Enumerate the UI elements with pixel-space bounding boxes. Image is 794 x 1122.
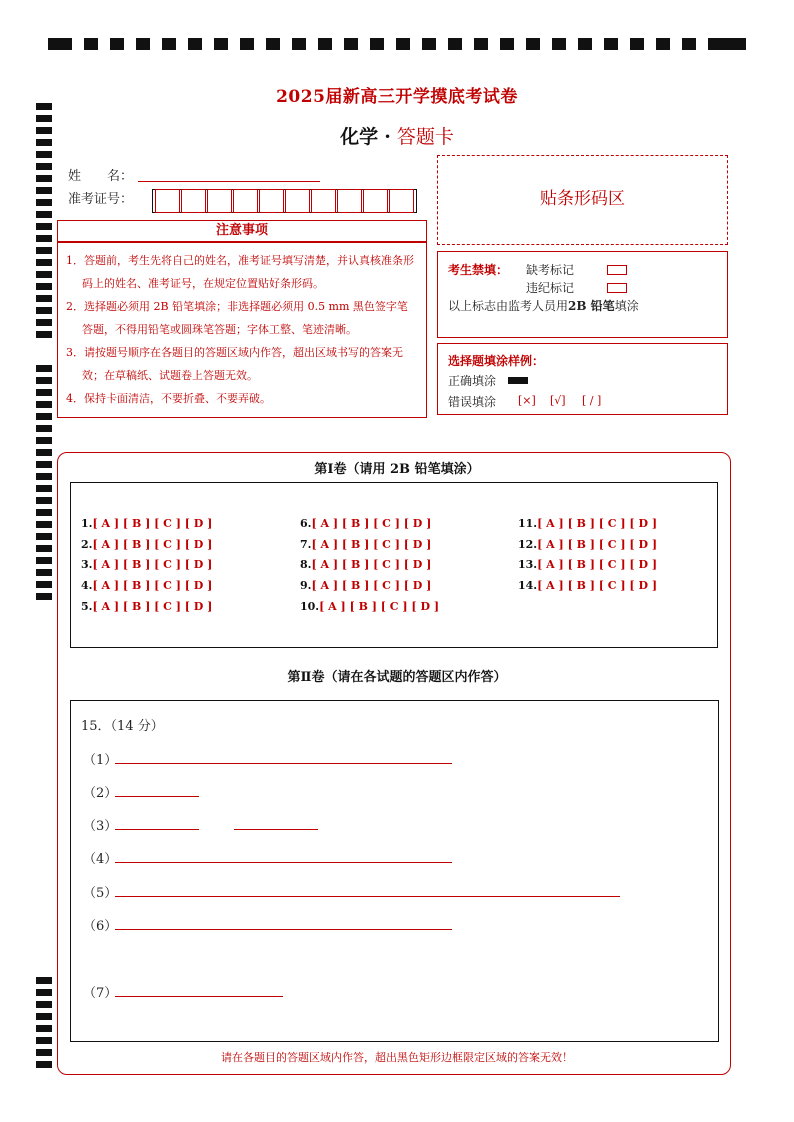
timing-mark [36, 247, 52, 254]
timing-mark [36, 235, 52, 242]
exam-id-digit-box[interactable] [233, 189, 258, 213]
mc-options[interactable]: [ A ] [ B ] [ C ] [ D ] [311, 538, 432, 551]
timing-mark [36, 509, 52, 516]
violation-label: 违纪标记 [526, 281, 575, 295]
title-separator: · [384, 126, 391, 148]
barcode-area[interactable]: 贴条形码区 [437, 155, 728, 245]
answer-line[interactable] [115, 763, 452, 764]
timing-mark [36, 557, 52, 564]
timing-mark [36, 437, 52, 444]
timing-mark [36, 365, 52, 372]
mc-options[interactable]: [ A ] [ B ] [ C ] [ D ] [319, 600, 440, 613]
subpart-label: （2） [83, 786, 118, 801]
exam-title: 2025届新高三开学摸底考试卷 [276, 87, 518, 107]
timing-mark [266, 38, 280, 50]
timing-mark [292, 38, 306, 50]
exam-id-digit-box[interactable] [285, 189, 310, 213]
wrong-mark-slash: [ / ] [582, 394, 602, 407]
timing-mark [552, 38, 566, 50]
timing-mark [526, 38, 540, 50]
name-field[interactable] [138, 181, 320, 182]
forbid-note-prefix: 以上标志由监考人员用 [448, 299, 569, 313]
absent-mark-box[interactable] [607, 265, 627, 275]
mc-options[interactable]: [ A ] [ B ] [ C ] [ D ] [537, 558, 658, 571]
timing-mark [36, 377, 52, 384]
mc-question[interactable] [518, 558, 657, 571]
timing-mark [36, 1013, 52, 1020]
absent-label: 缺考标记 [526, 263, 575, 277]
subpart-label: （5） [83, 886, 118, 901]
timing-mark [36, 223, 52, 230]
timing-mark [36, 151, 52, 158]
timing-mark [214, 38, 228, 50]
question-number: 7. [300, 538, 312, 551]
subpart-label: （1） [83, 753, 118, 768]
answer-line[interactable] [115, 829, 199, 830]
mc-options[interactable]: [ A ] [ B ] [ C ] [ D ] [311, 579, 432, 592]
timing-mark [36, 389, 52, 396]
timing-mark [604, 38, 618, 50]
timing-mark [422, 38, 436, 50]
question-number: 12. [518, 538, 538, 551]
answer-line[interactable] [234, 829, 318, 830]
question-15-answer-box [70, 700, 719, 1042]
answer-line[interactable] [115, 929, 452, 930]
card-subtitle [0, 122, 794, 149]
notice-title: 注意事项 [57, 220, 427, 242]
exam-id-digit-box[interactable] [363, 189, 388, 213]
violation-mark-box[interactable] [607, 283, 627, 293]
timing-mark [36, 497, 52, 504]
timing-mark [36, 331, 52, 338]
timing-mark [36, 569, 52, 576]
timing-mark [36, 1001, 52, 1008]
timing-mark [36, 413, 52, 420]
mc-question[interactable] [81, 600, 212, 613]
timing-mark [396, 38, 410, 50]
timing-mark [656, 38, 670, 50]
mc-question[interactable] [518, 579, 657, 592]
timing-mark [708, 38, 722, 50]
subpart-label: （7） [83, 986, 118, 1001]
exam-id-digit-box[interactable] [311, 189, 336, 213]
question-number: 10. [300, 600, 320, 613]
fill-sample-box [437, 343, 728, 415]
mc-question[interactable] [518, 538, 657, 551]
question-number: 1. [81, 517, 93, 530]
notice-item: 2．选择题必须用 2B 铅笔填涂；非选择题必须用 0.5 mm 黑色签字笔答题，不得用铅笔或圆珠笔答题；字体工整、笔迹清晰。 [66, 300, 408, 336]
answer-line[interactable] [115, 862, 452, 863]
timing-mark [188, 38, 202, 50]
timing-mark [36, 977, 52, 984]
timing-mark [36, 307, 52, 314]
timing-mark [370, 38, 384, 50]
mc-options[interactable]: [ A ] [ B ] [ C ] [ D ] [92, 558, 213, 571]
exam-id-digit-box[interactable] [389, 189, 414, 213]
timing-mark [36, 211, 52, 218]
timing-mark [500, 38, 514, 50]
timing-mark [84, 38, 98, 50]
answer-line[interactable] [115, 996, 283, 997]
timing-mark [36, 581, 52, 588]
timing-mark [36, 319, 52, 326]
mc-options[interactable]: [ A ] [ B ] [ C ] [ D ] [537, 538, 658, 551]
forbid-note [448, 297, 639, 314]
mc-question[interactable] [81, 517, 212, 530]
timing-mark [36, 521, 52, 528]
subpart-label: （4） [83, 852, 118, 867]
mc-options[interactable]: [ A ] [ B ] [ C ] [ D ] [92, 538, 213, 551]
question-number: 3. [81, 558, 93, 571]
mc-question[interactable] [81, 558, 212, 571]
timing-mark [36, 989, 52, 996]
timing-mark [578, 38, 592, 50]
mc-question[interactable] [300, 579, 431, 592]
footer-warning: 请在各题目的答题区域内作答，超出黑色矩形边框限定区域的答案无效！ [221, 1051, 573, 1064]
exam-id-digit-box[interactable] [259, 189, 284, 213]
examiner-only-box [437, 251, 728, 338]
answer-line[interactable] [115, 896, 620, 897]
name-label: 姓 名： [68, 169, 134, 184]
timing-mark [682, 38, 696, 50]
timing-mark [344, 38, 358, 50]
filled-mark-sample [508, 377, 528, 384]
answer-line[interactable] [115, 796, 199, 797]
timing-mark [630, 38, 644, 50]
timing-mark [36, 485, 52, 492]
top-timing-marks [48, 38, 746, 52]
subpart-label: （3） [83, 819, 118, 834]
timing-mark [36, 283, 52, 290]
timing-mark [36, 545, 52, 552]
exam-id-label: 准考证号： [68, 192, 134, 207]
exam-id-digit-box[interactable] [181, 189, 206, 213]
exam-id-digit-box[interactable] [337, 189, 362, 213]
mc-options[interactable]: [ A ] [ B ] [ C ] [ D ] [311, 558, 432, 571]
mc-options[interactable]: [ A ] [ B ] [ C ] [ D ] [92, 517, 213, 530]
mc-question[interactable] [300, 558, 431, 571]
timing-mark [36, 115, 52, 122]
wrong-mark-cross: [×] [518, 394, 536, 407]
timing-mark [36, 593, 52, 600]
timing-mark [722, 38, 746, 50]
notice-item: 1．答题前，考生先将自己的姓名，准考证号填写清楚，并认真核准条形码上的姓名、准考证号，在规定位置贴好条形码。 [66, 254, 414, 290]
timing-mark [162, 38, 176, 50]
notice-item: 4．保持卡面清洁，不要折叠、不要弄破。 [66, 392, 271, 405]
sample-wrong-label: 错误填涂 [448, 395, 497, 409]
subpart-label: （6） [83, 919, 118, 934]
mc-question[interactable] [81, 538, 212, 551]
timing-mark [36, 401, 52, 408]
question-number: 5. [81, 600, 93, 613]
timing-mark [48, 38, 72, 50]
mc-question[interactable] [300, 517, 431, 530]
sample-correct-label: 正确填涂 [448, 374, 497, 388]
card-label: 答题卡 [396, 126, 454, 148]
forbid-note-suffix: 填涂 [614, 299, 639, 313]
forbid-note-bold: 2B 铅笔 [568, 299, 615, 313]
section1-title: 第Ⅰ卷（请用 2B 铅笔填涂） [314, 462, 480, 477]
mc-options[interactable]: [ A ] [ B ] [ C ] [ D ] [537, 517, 658, 530]
timing-mark [36, 163, 52, 170]
timing-mark [240, 38, 254, 50]
question-number: 14. [518, 579, 538, 592]
exam-id-digit-box[interactable] [207, 189, 232, 213]
question-number: 8. [300, 558, 312, 571]
subject-name: 化学 [340, 126, 379, 148]
timing-mark [36, 1037, 52, 1044]
question-number: 11. [518, 517, 538, 530]
timing-mark [36, 199, 52, 206]
timing-mark [36, 1025, 52, 1032]
timing-mark [36, 295, 52, 302]
mc-question[interactable] [300, 600, 439, 613]
section2-title: 第Ⅱ卷（请在各试题的答题区内作答） [287, 670, 507, 685]
mc-options[interactable]: [ A ] [ B ] [ C ] [ D ] [537, 579, 658, 592]
mc-question[interactable] [81, 579, 212, 592]
mc-question[interactable] [300, 538, 431, 551]
timing-mark [36, 187, 52, 194]
multiple-choice-box [70, 482, 718, 648]
timing-mark [36, 533, 52, 540]
timing-mark [36, 175, 52, 182]
question-number: 6. [300, 517, 312, 530]
timing-mark [36, 259, 52, 266]
sample-title: 选择题填涂样例： [448, 354, 545, 368]
mc-options[interactable]: [ A ] [ B ] [ C ] [ D ] [92, 600, 213, 613]
question-number: 9. [300, 579, 312, 592]
mc-options[interactable]: [ A ] [ B ] [ C ] [ D ] [92, 579, 213, 592]
wrong-mark-check: [√] [550, 394, 566, 407]
notice-item: 3．请按题号顺序在各题目的答题区域内作答，超出区域书写的答案无效；在草稿纸、试题卷上答题无效。 [66, 346, 403, 382]
forbid-title: 考生禁填： [448, 263, 509, 277]
question-number: 2. [81, 538, 93, 551]
mc-options[interactable]: [ A ] [ B ] [ C ] [ D ] [311, 517, 432, 530]
question-15-header: 15．（14 分） [81, 719, 164, 734]
timing-mark [474, 38, 488, 50]
timing-mark [110, 38, 124, 50]
question-number: 4. [81, 579, 93, 592]
timing-mark [36, 271, 52, 278]
timing-mark [448, 38, 462, 50]
timing-mark [36, 449, 52, 456]
timing-mark [36, 425, 52, 432]
mc-question[interactable] [518, 517, 657, 530]
question-number: 13. [518, 558, 538, 571]
timing-mark [318, 38, 332, 50]
notice-box [57, 242, 427, 418]
timing-mark [136, 38, 150, 50]
exam-id-digit-box[interactable] [155, 189, 180, 213]
